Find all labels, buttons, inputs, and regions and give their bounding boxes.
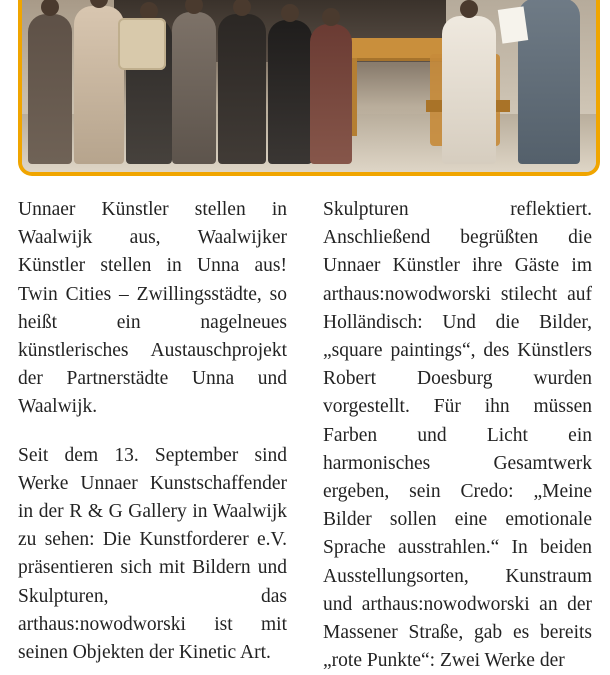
paragraph: Seit dem 13. September sind Werke Unnaer Kunstschaffender in der R & G Gallery in Waalwijk zu sehen: Die Kunstforderer e.V. präsentieren sich mit Bildern und Skulpturen, das arthaus:nowodworski ist mit seinen Objekten der Kinetic Art. bbox=[18, 444, 287, 664]
photo-person bbox=[74, 6, 124, 164]
article-column-left bbox=[18, 196, 287, 675]
article-photo bbox=[18, 0, 600, 176]
photo-person bbox=[28, 14, 72, 164]
photo-scene bbox=[22, 0, 596, 172]
photo-person bbox=[442, 16, 496, 164]
photo-person bbox=[172, 12, 216, 164]
photo-handbag bbox=[118, 18, 166, 70]
paragraph: Skulpturen reflektiert. Anschließend begrüßten die Unnaer Künstler ihre Gäste im arthaus:nowodworski stilecht auf Holländisch: Und die Bilder, „square paintings“, des Künstlers Robert Doesburg wurden vorgestellt. Für ihn müssen Farben und Licht ein harmonisches Gesamtwerk ergeben, sein Credo: „Meine Bilder sollen eine emotionale Sprache ausstrahlen.“ In beiden Ausstellungsorten, Kunstraum und arthaus:nowodworski an der Massener Straße, gab es bereits „rote Punkte“: Zwei Werke der bbox=[323, 199, 592, 672]
photo-person bbox=[218, 14, 266, 164]
photo-person bbox=[268, 20, 312, 164]
article-columns bbox=[18, 196, 592, 675]
photo-person bbox=[310, 24, 352, 164]
photo-person bbox=[518, 0, 580, 164]
photo-paper-sheet bbox=[498, 6, 528, 43]
paragraph: Unnaer Künstler stellen in Waalwijk aus, Waalwijker Künstler stellen in Unna aus! Twin Cities – Zwillingsstädte, so heißt ein nagelneues künstlerisches Austauschprojekt der Partnerstädte Unna und Waalwijk. bbox=[18, 199, 287, 418]
article-column-right bbox=[323, 196, 592, 675]
